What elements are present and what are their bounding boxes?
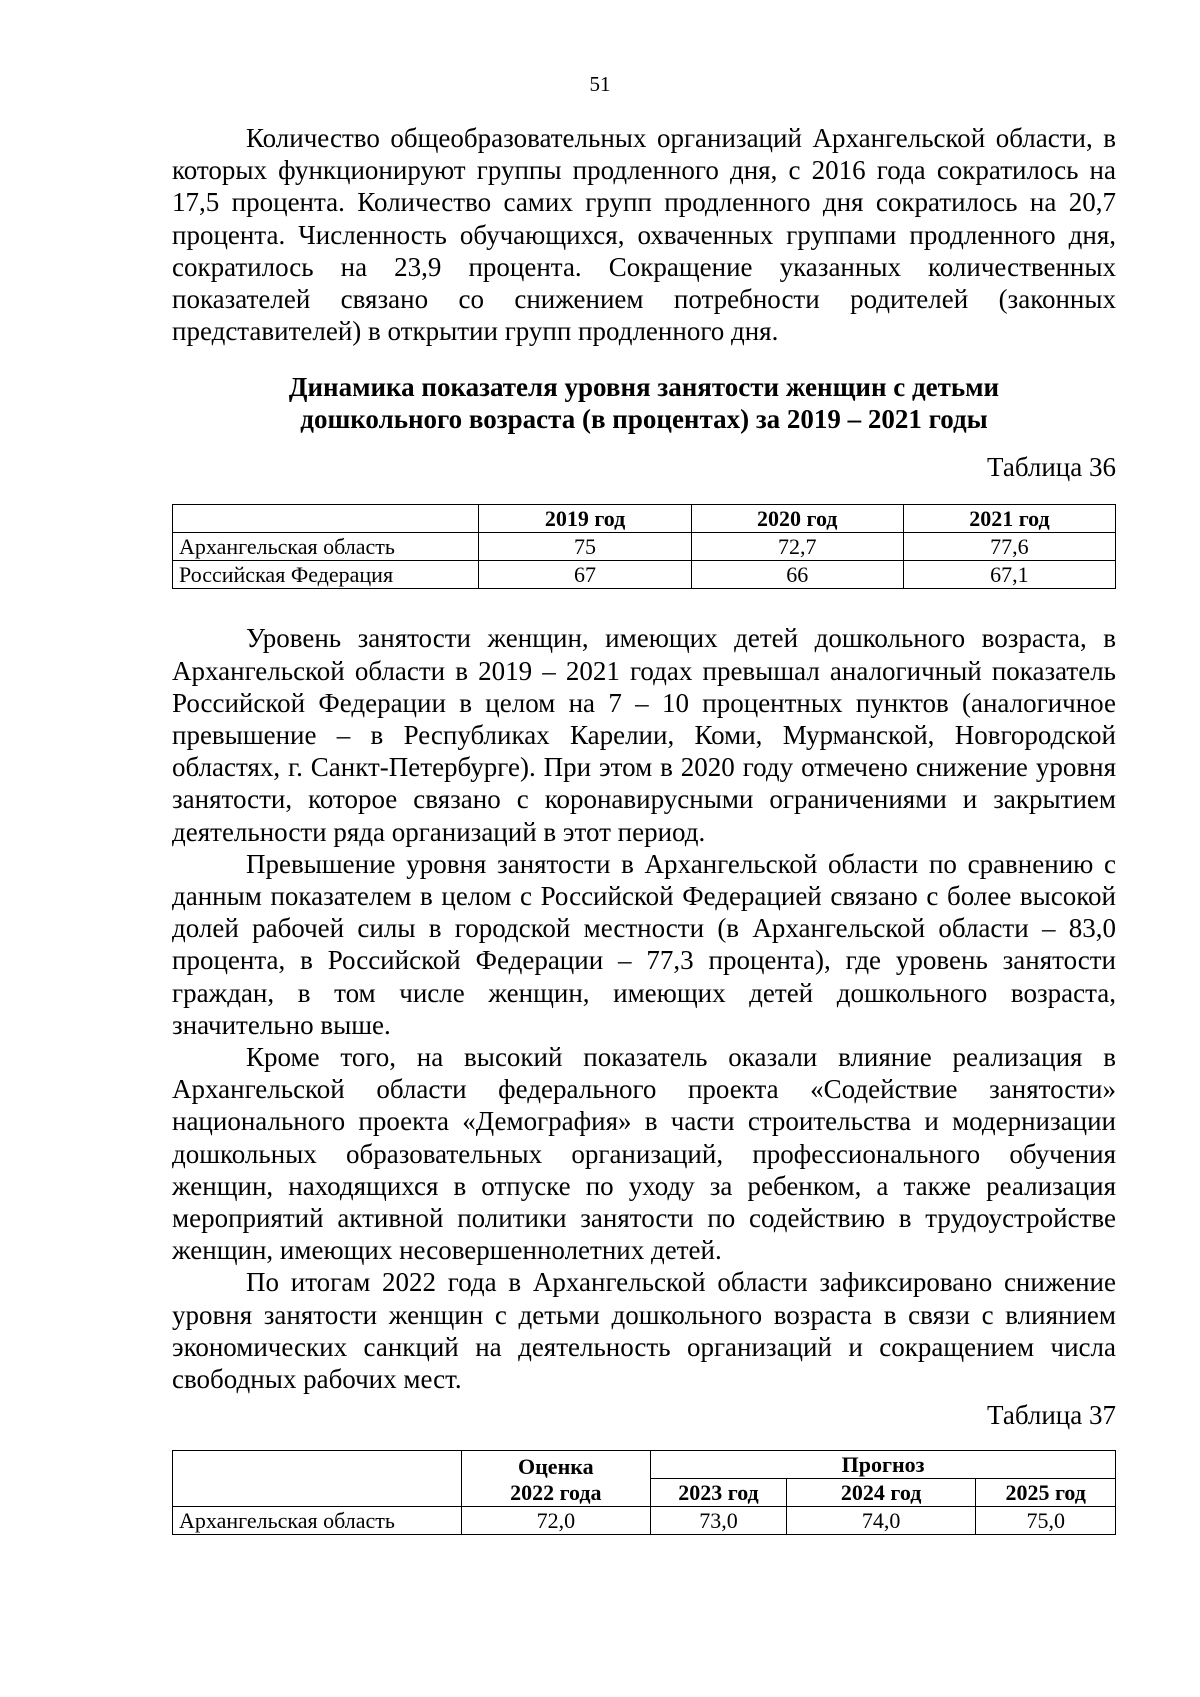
paragraph-employment-comparison: Превышение уровня занятости в Архангельской области по сравнению с данным показателем в целом с Российской Федерацией связано с более высокой долей рабочей силы в городской местности (в Архангельской области – 83,0 процента, в Российской Федерации – 77,3 процента), где уровень занятости граждан, в том числе женщин, имеющих детей дошкольного возраста, значительно выше.: [172, 848, 1116, 1040]
table-row: [173, 1507, 1116, 1535]
table-header-cell: 2021 год: [903, 505, 1115, 533]
table-36-header-row: [173, 505, 1116, 533]
estimate-header-line-1: Оценка: [518, 1454, 594, 1480]
table-37: [172, 1450, 1116, 1535]
table-cell-region: Архангельская область: [173, 1507, 462, 1535]
section-heading-line-2: дошкольного возраста (в процентах) за 2019 – 2021 годы: [300, 404, 988, 435]
table-cell: 72,7: [691, 533, 903, 561]
table-header-cell-empty: [173, 1451, 462, 1507]
table-header-estimate: [461, 1451, 651, 1507]
estimate-header-line-2: 2022 года: [510, 1480, 602, 1506]
table-header-year: 2025 год: [976, 1479, 1116, 1507]
table-37-label: Таблица 37: [987, 1400, 1116, 1431]
table-cell: 67,1: [903, 561, 1115, 589]
table-header-cell: [173, 505, 479, 533]
table-header-year: 2023 год: [651, 1479, 787, 1507]
table-header-year: 2024 год: [786, 1479, 976, 1507]
table-row: [173, 561, 1116, 589]
table-header-forecast: Прогноз: [651, 1451, 1116, 1479]
table-cell: 75: [479, 533, 691, 561]
table-header-cell: 2019 год: [479, 505, 691, 533]
table-36: [172, 504, 1116, 589]
document-body: [172, 122, 1116, 1535]
table-37-header-row-1: [173, 1451, 1116, 1479]
table-cell: 66: [691, 561, 903, 589]
paragraph-extended-day-groups: Количество общеобразовательных организаций Архангельской области, в которых функционируют группы продленного дня, с 2016 года сократилось на 17,5 процента. Количество самих групп продленного дня сократилось на 20,7 процента. Численность обучающихся, охваченных группами продленного дня, сократилось на 23,9 процента. Сокращение указанных количественных показателей связано со снижением потребности родителей (законных представителей) в открытии групп продленного дня.: [172, 123, 1116, 347]
paragraph-employment-level: Уровень занятости женщин, имеющих детей дошкольного возраста, в Архангельской области в 2019 – 2021 годах превышал аналогичный показатель Российской Федерации в целом на 7 – 10 процентных пунктов (аналогичное превышение – в Республиках Карелии, Коми, Мурманской, Новгородской областях, г. Санкт-Петербурге). При этом в 2020 году отмечено снижение уровня занятости, которое связано с коронавирусными ограничениями и закрытием деятельности ряда организаций в этот период.: [172, 623, 1116, 847]
table-cell-region: Архангельская область: [173, 533, 479, 561]
paragraph-federal-project: Кроме того, на высокий показатель оказали влияние реализация в Архангельской области федерального проекта «Содействие занятости» национального проекта «Демография» в части строительства и модернизации дошкольных образовательных организаций, профессионального обучения женщин, находящихся в отпуске по уходу за ребенком, а также реализация мероприятий активной политики занятости по содействию в трудоустройстве женщин, имеющих несовершеннолетних детей.: [172, 1042, 1116, 1266]
table-cell: 75,0: [976, 1507, 1116, 1535]
table-cell: 77,6: [903, 533, 1115, 561]
page-number: 51: [589, 72, 611, 96]
table-cell-region: Российская Федерация: [173, 561, 479, 589]
table-36-label: Таблица 36: [987, 452, 1116, 483]
paragraph-2022-results: По итогам 2022 года в Архангельской области зафиксировано снижение уровня занятости женщин с детьми дошкольного возраста в связи с влиянием экономических санкций на деятельность организаций и сокращением числа свободных рабочих мест.: [172, 1267, 1116, 1395]
section-heading-line-1: Динамика показателя уровня занятости женщин с детьми: [288, 372, 1000, 403]
table-row: [173, 533, 1116, 561]
section-heading: [172, 371, 1116, 435]
table-cell: 67: [479, 561, 691, 589]
table-cell: 74,0: [786, 1507, 976, 1535]
table-header-cell: 2020 год: [691, 505, 903, 533]
table-cell: 72,0: [461, 1507, 651, 1535]
table-cell: 73,0: [651, 1507, 787, 1535]
